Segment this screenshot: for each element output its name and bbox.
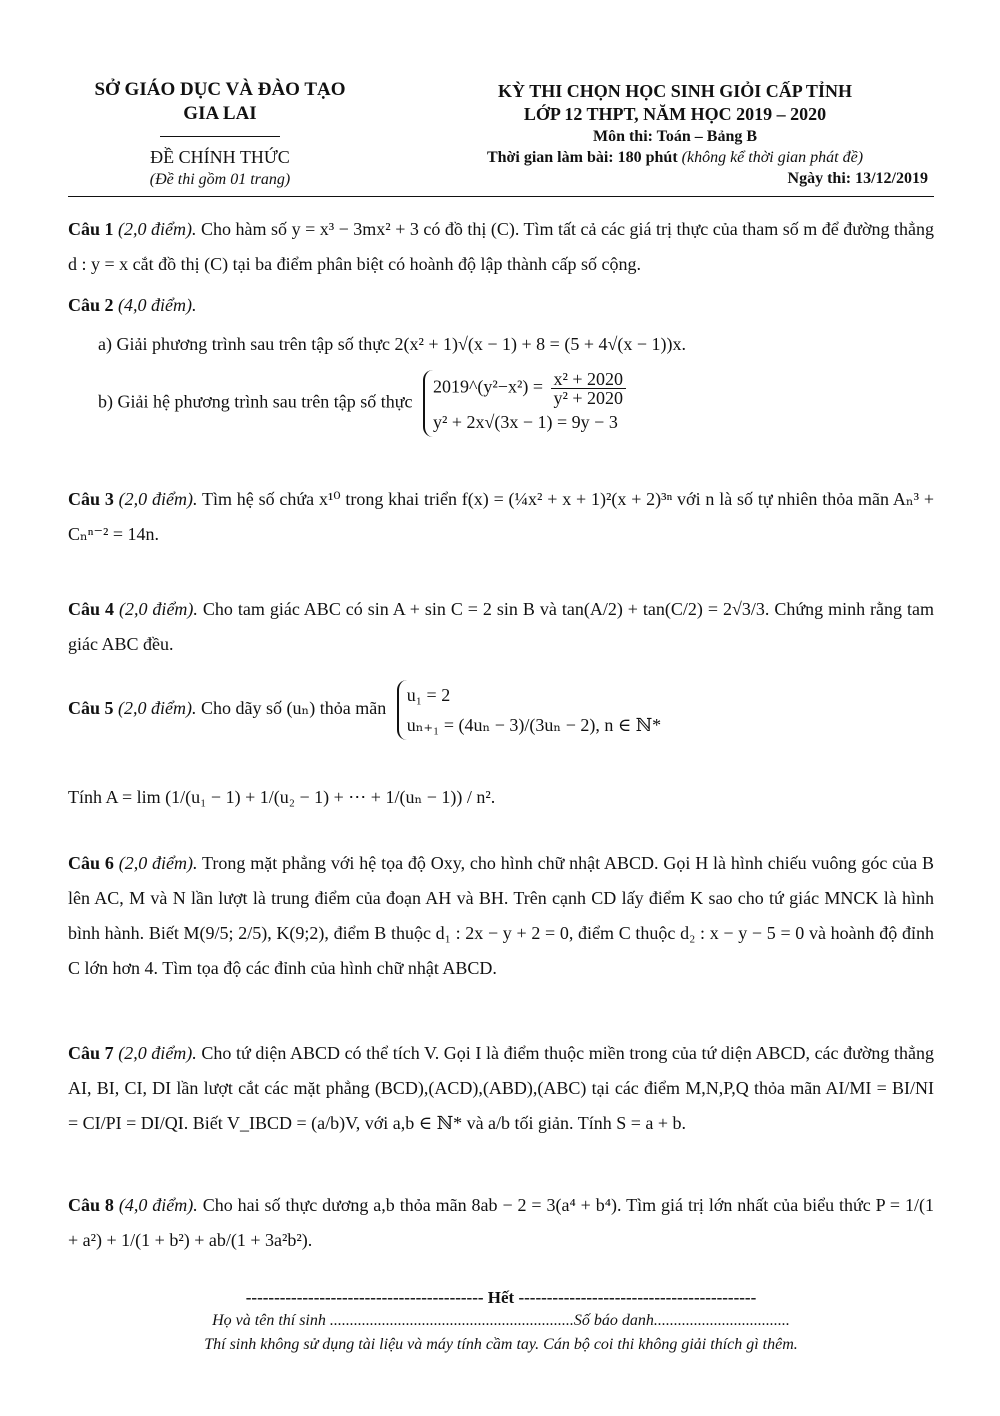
exam-grade: LỚP 12 THPT, NĂM HỌC 2019 – 2020 bbox=[523, 104, 827, 124]
q5-label: Câu 5 bbox=[68, 698, 114, 719]
header-left bbox=[70, 78, 370, 191]
q5-eq1: u₁ = 2 bbox=[406, 685, 451, 705]
q2-eq1-fraction bbox=[551, 370, 627, 407]
q5-text: Cho dãy số (uₙ) thỏa mãn bbox=[201, 698, 387, 719]
header-rule bbox=[68, 196, 934, 197]
header-right bbox=[390, 80, 960, 190]
q2-b-text: b) Giải hệ phương trình sau trên tập số thực bbox=[98, 391, 413, 412]
question-5 bbox=[68, 680, 934, 815]
q5-compute: Tính A = lim (1/(u₁ − 1) + 1/(u₂ − 1) + ⋯ + 1/(uₙ − 1)) / n². bbox=[68, 787, 496, 807]
q1-text: Cho hàm số y = x³ − 3mx² + 3 có đồ thị (C). Tìm tất cả các giá trị thực của tham số m để đường thẳng d : y = x cắt đồ thị (C) tại ba điểm phân biệt có hoành độ lập thành cấp số cộng. bbox=[68, 219, 935, 274]
q3-label: Câu 3 bbox=[68, 489, 114, 509]
question-1 bbox=[68, 212, 934, 282]
q5-eq2: uₙ₊₁ = (4uₙ − 3)/(3uₙ − 2), n ∈ ℕ* bbox=[406, 715, 662, 735]
question-6 bbox=[68, 846, 934, 986]
time-label: Thời gian làm bài: 180 phút bbox=[486, 149, 678, 166]
exam-subject: Môn thi: Toán – Bảng B bbox=[592, 128, 758, 145]
q4-label: Câu 4 bbox=[68, 599, 114, 619]
q2-eq2: y² + 2x√(3x − 1) = 9y − 3 bbox=[432, 412, 618, 432]
header-divider bbox=[160, 136, 280, 137]
q2-points: (4,0 điểm). bbox=[118, 295, 197, 315]
q7-text: Cho tứ diện ABCD có thể tích V. Gọi I là điểm thuộc miền trong của tứ diện ABCD, các đường thẳng AI, BI, CI, DI lần lượt cắt các mặt phẳng (BCD),(ACD),(ABD),(ABC) tại các điểm M,N,P,Q thỏa mãn AI/MI = BI/NI = CI/PI = DI/QI. Biết V_IBCD = (a/b)V, với a,b ∈ ℕ* và a/b tối giản. Tính S = a + b. bbox=[68, 1043, 935, 1133]
q1-points: (2,0 điểm). bbox=[118, 219, 197, 239]
q6-label: Câu 6 bbox=[68, 853, 114, 873]
pages-note: (Đề thi gồm 01 trang) bbox=[149, 171, 291, 188]
department-name: SỞ GIÁO DỤC VÀ ĐÀO TẠO bbox=[94, 79, 346, 100]
q7-label: Câu 7 bbox=[68, 1043, 114, 1063]
q5-system bbox=[397, 680, 661, 740]
q2-eq1-denominator: y² + 2020 bbox=[553, 388, 624, 408]
q5-points: (2,0 điểm). bbox=[118, 698, 197, 719]
q2-part-b bbox=[68, 370, 934, 437]
q2-eq1-numerator: x² + 2020 bbox=[551, 370, 627, 389]
q6-points: (2,0 điểm). bbox=[118, 853, 198, 873]
q4-text: Cho tam giác ABC có sin A + sin C = 2 sin B và tan(A/2) + tan(C/2) = 2√3/3. Chứng minh rằng tam giác ABC đều. bbox=[68, 599, 935, 654]
official-label: ĐỀ CHÍNH THỨC bbox=[150, 147, 290, 167]
q4-points: (2,0 điểm). bbox=[118, 599, 198, 619]
question-3 bbox=[68, 482, 934, 552]
exam-date: Ngày thi: 13/12/2019 bbox=[787, 170, 928, 187]
q2-eq1-left: 2019^(y²−x²) = bbox=[432, 376, 543, 397]
exam-time bbox=[390, 147, 960, 168]
q1-label: Câu 1 bbox=[68, 219, 114, 239]
q2-label: Câu 2 bbox=[68, 295, 114, 315]
q2-system bbox=[423, 370, 629, 437]
end-marker: ------------------------------------------ Hết ------------------------------------------ bbox=[245, 1288, 757, 1307]
question-4 bbox=[68, 592, 934, 662]
question-2 bbox=[68, 288, 934, 437]
q2-part-a: a) Giải phương trình sau trên tập số thực 2(x² + 1)√(x − 1) + 8 = (5 + 4√(x − 1))x. bbox=[98, 334, 686, 354]
province-name: GIA LAI bbox=[183, 103, 257, 124]
question-8 bbox=[68, 1188, 934, 1258]
exam-title: KỲ THI CHỌN HỌC SINH GIỎI CẤP TỈNH bbox=[498, 81, 852, 101]
q8-points: (4,0 điểm). bbox=[118, 1195, 198, 1215]
time-note: (không kể thời gian phát đề) bbox=[681, 149, 864, 166]
q7-points: (2,0 điểm). bbox=[118, 1043, 197, 1063]
exam-rules-note: Thí sinh không sử dụng tài liệu và máy tính cầm tay. Cán bộ coi thi không giải thích gì thêm. bbox=[204, 1336, 798, 1353]
q6-text: Trong mặt phẳng với hệ tọa độ Oxy, cho hình chữ nhật ABCD. Gọi H là hình chiếu vuông góc của B lên AC, M và N lần lượt là trung điểm của đoạn AH và BH. Trên cạnh CD lấy điểm K sao cho tứ giác MNCK là hình bình hành. Biết M(9/5; 2/5), K(9;2), điểm B thuộc d₁ : 2x − y + 2 = 0, điểm C thuộc d₂ : x − y − 5 = 0 và hoành độ đỉnh C lớn hơn 4. Tìm tọa độ các đỉnh của hình chữ nhật ABCD. bbox=[68, 853, 934, 978]
q8-text: Cho hai số thực dương a,b thỏa mãn 8ab − 2 = 3(a⁴ + b⁴). Tìm giá trị lớn nhất của biểu thức P = 1/(1 + a²) + 1/(1 + b²) + ab/(1 + 3a²b²). bbox=[68, 1195, 935, 1250]
question-7 bbox=[68, 1036, 934, 1141]
q3-points: (2,0 điểm). bbox=[118, 489, 198, 509]
candidate-info-line: Họ và tên thí sinh .............................................................Số báo danh.................................. bbox=[212, 1312, 790, 1329]
q8-label: Câu 8 bbox=[68, 1195, 114, 1215]
q3-text: Tìm hệ số chứa x¹⁰ trong khai triển f(x) = (¼x² + x + 1)²(x + 2)³ⁿ với n là số tự nhiên thỏa mãn Aₙ³ + Cₙⁿ⁻² = 14n. bbox=[68, 489, 934, 544]
